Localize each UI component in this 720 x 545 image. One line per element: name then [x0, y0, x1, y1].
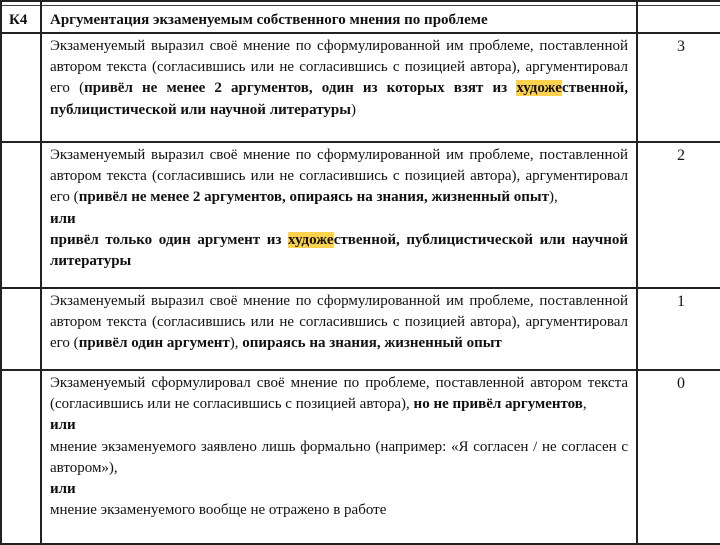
plain-text: ): [350, 101, 356, 118]
or-label: или: [50, 417, 76, 434]
highlighted-text: художе: [288, 231, 334, 248]
plain-text: Экзаменуемый сформулировал своё мнение по проблеме, поставленной автором текста (согласившись или не согласившись с позицией автора),: [50, 375, 628, 413]
score-cell: [637, 288, 720, 370]
empty-cell: [1, 370, 41, 544]
criterion-score-header: [637, 1, 720, 33]
bold-text: ственной, публицистической или научной литературы: [50, 231, 628, 270]
plain-text: Экзаменуемый выразил своё мнение по сформулированной им проблеме, поставленной автором текста (согласившись или не согласившись с позицией автора), аргументировал его (: [50, 147, 628, 206]
score-value: 1: [677, 293, 685, 310]
criterion-title: Аргументация экзаменуемым собственного мнения по проблеме: [50, 12, 488, 28]
criterion-code: К4: [9, 12, 28, 28]
plain-text: мнение экзаменуемого заявлено лишь формально (например: «Я согласен / не согласен с автором»),: [50, 438, 628, 476]
score-value: 3: [677, 38, 685, 55]
bold-text: привёл только один аргумент из: [50, 231, 289, 248]
highlighted-text: художе: [516, 80, 563, 97]
score-value: 2: [677, 147, 685, 164]
bold-text: но не привёл аргументов: [413, 396, 583, 413]
bold-text: привёл не менее 2 аргументов, один из которых взят из: [84, 80, 517, 97]
criterion-title-cell: [41, 1, 637, 33]
plain-text: Экзаменуемый выразил своё мнение по сформулированной им проблеме, поставленной автором текста (согласившись или не согласившись с позицией автора), аргументировал его (: [50, 38, 628, 97]
plain-text: ,: [582, 396, 587, 413]
or-label: или: [50, 210, 76, 227]
plain-text: мнение экзаменуемого вообще не отражено в работе: [50, 502, 387, 519]
description-cell: [41, 33, 637, 142]
row-description: [42, 371, 636, 521]
description-cell: [41, 142, 637, 288]
description-cell: [41, 288, 637, 370]
table-row: [1, 33, 720, 142]
score-cell: [637, 142, 720, 288]
bold-text: привёл один аргумент: [78, 335, 230, 352]
row-description: [42, 289, 636, 355]
score-cell: [637, 370, 720, 544]
table-row: [1, 142, 720, 288]
or-label: или: [50, 481, 76, 498]
description-cell: [41, 370, 637, 544]
score-value: 0: [677, 375, 685, 392]
score-cell: [637, 33, 720, 142]
table-row: [1, 370, 720, 544]
empty-cell: [1, 33, 41, 142]
criterion-code-cell: [1, 1, 41, 33]
empty-cell: [1, 142, 41, 288]
row-description: [42, 143, 636, 272]
bold-text: опираясь на знания, жизненный опыт: [242, 335, 502, 352]
table-row: [1, 288, 720, 370]
bold-text: привёл не менее 2 аргументов, опираясь на знания, жизненный опыт: [78, 189, 549, 206]
plain-text: ),: [229, 335, 239, 352]
plain-text: Экзаменуемый выразил своё мнение по сформулированной им проблеме, поставленной автором текста (согласившись или не согласившись с позицией автора), аргументировал его (: [50, 293, 628, 352]
empty-cell: [1, 288, 41, 370]
plain-text: ),: [549, 189, 558, 206]
bold-text: ственной, публицистической или научной литературы: [50, 80, 629, 118]
criterion-header-row: [1, 1, 720, 33]
row-description: [42, 34, 636, 121]
